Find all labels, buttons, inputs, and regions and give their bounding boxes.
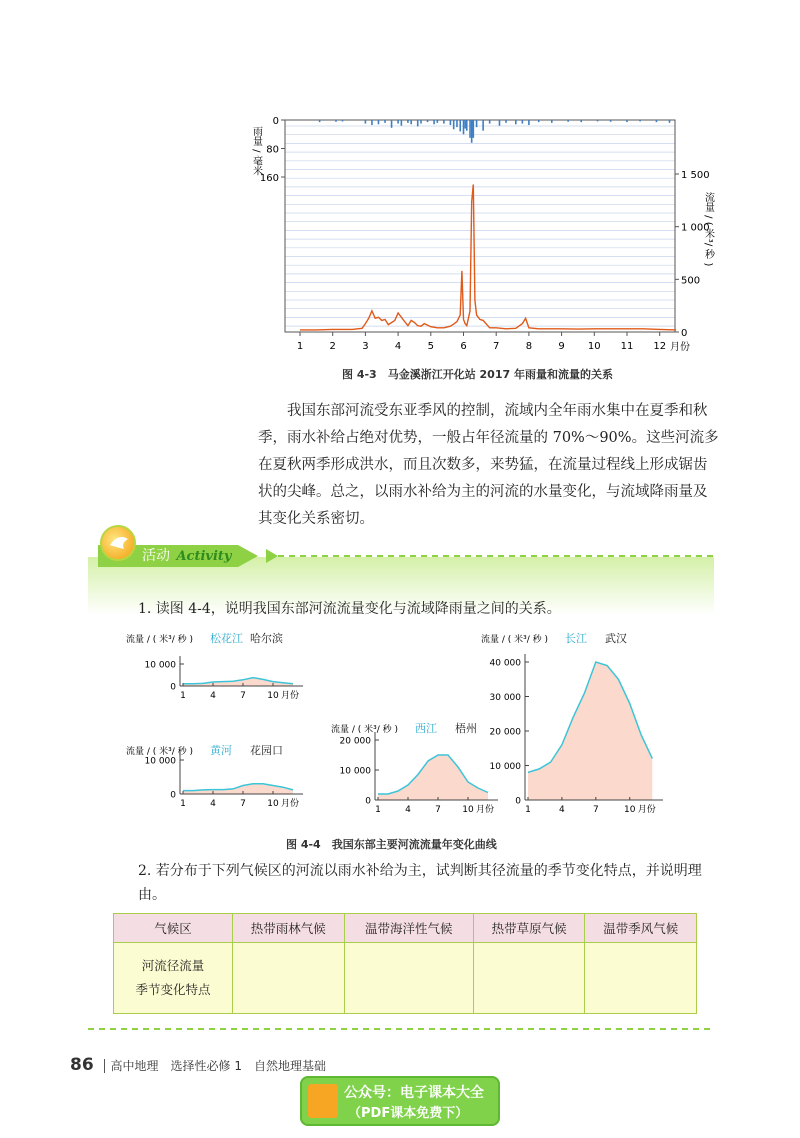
left-y-tick-label: 0 <box>272 116 279 127</box>
huanghe-chart <box>126 743 303 809</box>
x-tick-label: 3 <box>362 341 369 352</box>
flow-area <box>183 784 293 794</box>
rainfall-bar <box>433 120 435 124</box>
month-unit-label: 月份 <box>670 342 690 353</box>
station-name: 梧州 <box>455 722 477 735</box>
x-tick-label: 9 <box>558 341 565 352</box>
activity-label-cn: 活动 <box>142 548 170 564</box>
rainfall-bar <box>499 120 501 126</box>
month-unit-label: 月份 <box>476 805 495 815</box>
x-tick-label: 10 <box>267 799 279 809</box>
rainfall-bar <box>420 120 422 124</box>
chart-axis-ticks <box>260 116 710 352</box>
rainfall-bar <box>466 120 468 131</box>
table-header-cell: 热带雨林气候 <box>233 914 345 943</box>
y-tick-label: 0 <box>170 682 176 693</box>
x-tick-label: 10 <box>624 805 636 815</box>
body-paragraph: 我国东部河流受东亚季风的控制，流域内全年雨水集中在夏季和秋季，雨水补给占绝对优势，一般占年径流量的 70%～90%。这些河流多在夏秋两季形成洪水，而且次数多，来势猛，在流量过程线上形成锯齿状的尖峰。总之，以雨水补给为主的河流的水量变化，与流域降雨量及其变化关系密切。 <box>258 403 719 527</box>
rainfall-bar <box>522 120 524 124</box>
y-tick-label: 0 <box>515 796 521 807</box>
watermark-badge <box>300 1076 500 1126</box>
row-label-line: 河流径流量 <box>141 958 205 973</box>
rainfall-bar <box>505 120 507 123</box>
y-axis-label: 流量 / ( 米³/ 秒 ) <box>126 747 193 757</box>
rainfall-bar <box>371 120 373 125</box>
river-name: 长江 <box>565 632 587 645</box>
month-unit-label: 月份 <box>281 799 300 809</box>
y-tick-label: 40 000 <box>489 658 521 669</box>
river-flow-charts <box>110 622 710 832</box>
watermark-line1: 公众号：电子课本大全 <box>344 1085 484 1101</box>
rainfall-bar <box>528 120 530 125</box>
rainfall-bar <box>626 120 628 122</box>
x-tick-label: 4 <box>210 799 216 809</box>
right-y-tick-label: 500 <box>681 275 701 287</box>
y-tick-label: 10 000 <box>339 766 371 777</box>
rainfall-bar <box>456 120 458 127</box>
x-tick-label: 4 <box>405 805 411 815</box>
left-y-tick-label: 160 <box>259 173 279 184</box>
rainfall-discharge-chart <box>250 112 720 360</box>
x-tick-label: 1 <box>375 805 381 815</box>
xijiang-chart <box>331 721 498 815</box>
table-header-cell: 温带季风气候 <box>585 914 697 943</box>
x-tick-label: 1 <box>525 805 531 815</box>
x-tick-label: 1 <box>180 691 186 701</box>
rainfall-bar <box>453 120 455 129</box>
answer-cell[interactable] <box>233 943 345 1014</box>
x-tick-label: 7 <box>240 799 246 809</box>
y-tick-label: 20 000 <box>489 727 521 738</box>
activity-label-en: Activity <box>176 549 232 564</box>
left-axis-label: 雨量 / 毫米 <box>250 126 262 176</box>
rainfall-bar <box>342 120 344 121</box>
table-row <box>114 943 697 1014</box>
rainfall-bar <box>489 120 491 124</box>
answer-cell[interactable] <box>473 943 585 1014</box>
month-unit-label: 月份 <box>637 805 656 815</box>
x-tick-label: 5 <box>427 341 434 352</box>
x-tick-label: 7 <box>240 691 246 701</box>
x-tick-label: 6 <box>460 341 467 352</box>
rainfall-bar <box>407 120 409 123</box>
rainfall-bar <box>450 120 452 125</box>
songhuajiang-chart <box>126 631 303 701</box>
right-y-tick-label: 1 000 <box>681 222 710 234</box>
y-tick-label: 10 000 <box>144 660 176 671</box>
y-tick-label: 0 <box>170 790 176 801</box>
y-axis-label: 流量 / ( 米³/ 秒 ) <box>481 635 548 645</box>
chart-gridlines <box>285 126 675 326</box>
book-logo-icon <box>308 1084 338 1118</box>
rainfall-bar <box>580 120 582 122</box>
y-axis-label: 流量 / ( 米³/ 秒 ) <box>126 635 193 645</box>
x-tick-label: 2 <box>329 341 336 352</box>
table-header-cell: 热带草原气候 <box>473 914 585 943</box>
activity-label <box>142 545 231 565</box>
table-header-cell: 气候区 <box>114 914 233 943</box>
rainfall-bar <box>476 120 478 127</box>
rainfall-bar <box>427 120 429 122</box>
x-tick-label: 1 <box>180 799 186 809</box>
rainfall-bar <box>473 120 475 138</box>
right-y-tick-label: 0 <box>681 328 688 339</box>
rainfall-bar <box>437 120 439 123</box>
rainfall-bar <box>469 120 471 138</box>
right-y-tick-label: 1 500 <box>681 170 710 181</box>
rainfall-bar <box>391 120 393 128</box>
changjiang-chart <box>481 631 663 815</box>
rainfall-bar <box>378 120 380 124</box>
rainfall-bar <box>459 120 461 131</box>
answer-cell[interactable] <box>585 943 697 1014</box>
rainfall-bar <box>567 120 569 122</box>
page-number: 86 <box>70 1055 94 1075</box>
rainfall-bar <box>656 120 658 122</box>
month-unit-label: 月份 <box>281 691 300 701</box>
rainfall-bar <box>639 120 641 121</box>
rainfall-bars <box>319 120 670 143</box>
rainfall-bar <box>384 120 386 123</box>
rainfall-bar <box>482 120 484 131</box>
x-tick-label: 1 <box>296 341 304 352</box>
rainfall-bar <box>417 120 419 126</box>
river-name: 松花江 <box>210 632 243 645</box>
y-axis-label: 流量 / ( 米³/ 秒 ) <box>331 725 398 735</box>
rainfall-bar <box>597 120 599 121</box>
climate-runoff-table <box>113 913 697 1014</box>
answer-cell[interactable] <box>344 943 473 1014</box>
rainfall-bar <box>515 120 517 124</box>
x-tick-label: 10 <box>587 341 601 352</box>
river-name: 西江 <box>415 722 437 735</box>
rainfall-bar <box>401 120 403 126</box>
station-name: 花园口 <box>250 744 283 757</box>
x-tick-label: 12 <box>653 341 667 352</box>
discharge-line <box>300 185 676 330</box>
y-tick-label: 20 000 <box>339 736 371 747</box>
rainfall-bar <box>463 120 465 134</box>
question-2: 2. 若分布于下列气候区的河流以雨水补给为主，试判断其径流量的季节变化特点，并说明理由。 <box>138 863 702 903</box>
rainfall-bar <box>365 120 367 124</box>
table-header-cell: 温带海洋性气候 <box>344 914 473 943</box>
rainfall-bar <box>410 120 412 124</box>
x-tick-label: 7 <box>493 341 500 352</box>
x-tick-label: 11 <box>620 341 634 352</box>
river-name: 黄河 <box>210 744 232 757</box>
rainfall-bar <box>335 120 337 122</box>
rainfall-bar <box>669 120 671 123</box>
y-tick-label: 10 000 <box>144 756 176 767</box>
bottom-dashed-line <box>88 1026 714 1032</box>
rainfall-bar <box>443 120 445 124</box>
watermark-line2: （PDF课本免费下） <box>348 1106 469 1121</box>
rainfall-bar <box>464 120 466 129</box>
left-y-tick-label: 80 <box>266 144 279 156</box>
station-name: 哈尔滨 <box>250 632 283 645</box>
figure-4-3-caption: 图 4-3 马金溪浙江开化站 2017 年雨量和流量的关系 <box>342 368 613 381</box>
x-tick-label: 4 <box>559 805 565 815</box>
x-tick-label: 4 <box>394 341 402 352</box>
rainfall-bar <box>538 120 540 122</box>
question-1: 1. 读图 4-4，说明我国东部河流流量变化与流域降雨量之间的关系。 <box>138 601 561 617</box>
table-header-row <box>114 914 697 943</box>
station-name: 武汉 <box>605 632 627 645</box>
y-tick-label: 10 000 <box>489 762 521 772</box>
flow-area <box>528 662 652 800</box>
x-tick-label: 4 <box>210 691 216 701</box>
y-tick-label: 0 <box>365 796 371 807</box>
right-axis-label: 流量 / ( 米³/ 秒 ) <box>702 192 714 267</box>
flow-area <box>378 755 488 800</box>
rainfall-bar <box>397 120 399 124</box>
book-title: 高中地理 选择性必修 1 自然地理基础 <box>104 1059 326 1073</box>
rainfall-bar <box>610 120 612 122</box>
x-tick-label: 7 <box>435 805 441 815</box>
rainfall-bar <box>319 120 321 122</box>
table-row-label <box>114 943 233 1014</box>
rainfall-bar <box>471 120 473 143</box>
x-tick-label: 7 <box>592 805 599 815</box>
figure-4-4-caption: 图 4-4 我国东部主要河流流量年变化曲线 <box>286 838 497 851</box>
row-label-line: 季节变化特点 <box>135 982 211 997</box>
x-tick-label: 10 <box>267 691 279 701</box>
x-tick-label: 10 <box>462 805 474 815</box>
y-tick-label: 30 000 <box>489 693 521 703</box>
page-footer <box>70 1055 326 1075</box>
rainfall-bar <box>551 120 553 123</box>
x-tick-label: 8 <box>525 341 533 352</box>
